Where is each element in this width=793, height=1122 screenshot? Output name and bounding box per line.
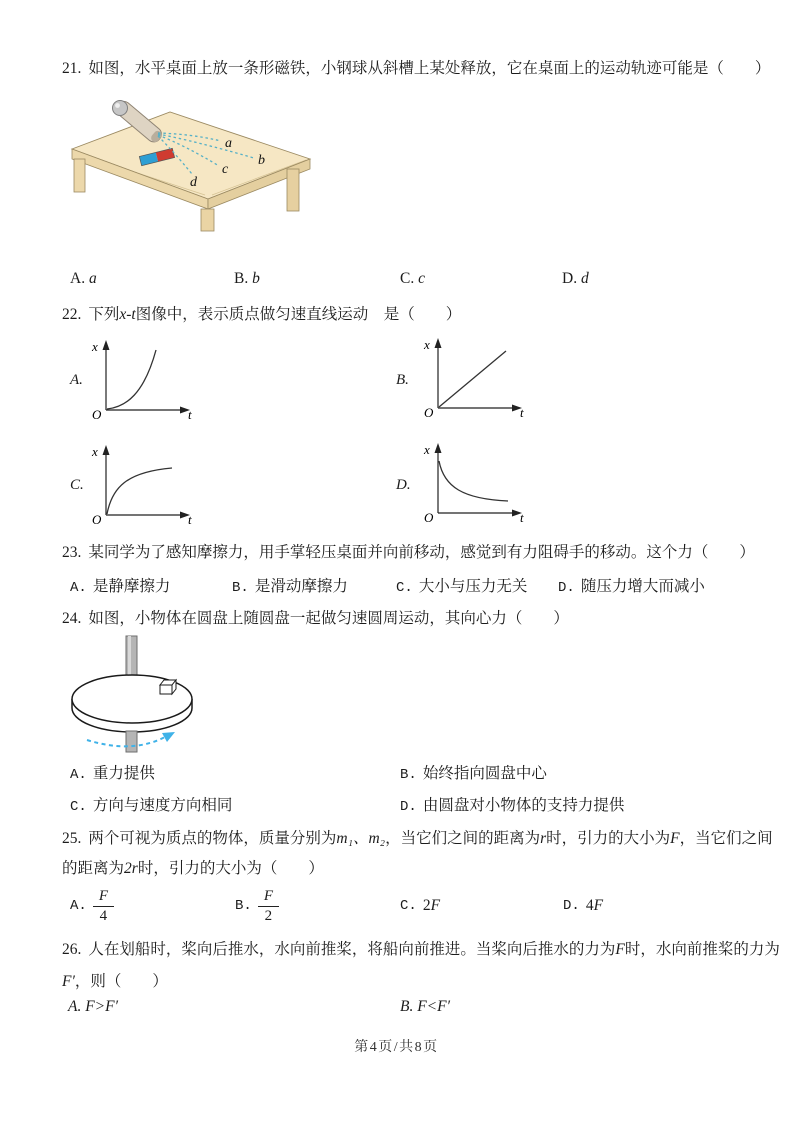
option-21-A: A. a (70, 270, 97, 287)
option-21-C: C. c (400, 270, 425, 287)
graph-D-decreasing (418, 441, 533, 525)
trajectory-label-a: a (225, 136, 232, 151)
graph-A-accelerating (86, 338, 201, 422)
question-25-line1: 25. 两个可视为质点的物体，质量分别为m₁、m₂，当它们之间的距离为r时，引力的大小为F，当它们之间 (62, 830, 773, 847)
option-24-A: A. 重力提供 (70, 765, 155, 783)
curve-convex (107, 350, 156, 409)
table-leg-right (287, 169, 299, 211)
question-23 (62, 541, 755, 565)
question-21 (62, 57, 770, 81)
option-23-C: C. 大小与压力无关 (396, 578, 528, 596)
x-axis-label: t (188, 512, 192, 527)
option-23-A: A. 是静摩擦力 (70, 578, 171, 596)
question-23-text: 某同学为了感知摩擦力，用手掌轻压桌面并向前移动，感觉到有力阻碍手的移动。这个力（ ） (88, 544, 755, 561)
question-24-number: 24. (62, 610, 82, 627)
graph-B-uniform-line (418, 336, 533, 420)
origin-label: O (424, 510, 434, 525)
question-21-number: 21. (62, 60, 82, 77)
x-axis-label: t (188, 407, 192, 422)
curve-straight (439, 351, 506, 407)
question-24 (62, 607, 569, 631)
variable-F: F (670, 830, 680, 847)
origin-label: O (92, 512, 102, 527)
variable-F-prime: F′ (62, 973, 75, 990)
steel-ball-highlight (115, 103, 120, 108)
option-25-D: D. 4 F (563, 897, 604, 914)
y-axis-label: x (424, 337, 430, 352)
option-24-B: B. 始终指向圆盘中心 (400, 765, 547, 783)
option-23-B: B. 是滑动摩擦力 (232, 578, 348, 596)
axle-top (126, 636, 137, 678)
y-axis-label: x (92, 339, 98, 354)
question-26-number: 26. (62, 941, 82, 958)
trajectory-label-c: c (222, 162, 229, 177)
variable-2r: 2r (124, 860, 138, 877)
option-23-D: D. 随压力增大而减小 (558, 578, 705, 596)
variable-r: r (540, 830, 547, 847)
origin-label: O (92, 407, 102, 422)
y-axis-label: x (424, 442, 430, 457)
graph-C-saturating (86, 443, 201, 527)
page-footer: 第4页/共8页 (354, 1040, 439, 1055)
variable-xt: x-t (119, 306, 136, 323)
fraction-F-over-2: $\frac{F}{2}$ (258, 888, 279, 924)
question-24-text: 如图，小物体在圆盘上随圆盘一起做匀速圆周运动，其向心力（ ） (88, 610, 569, 627)
curve-hyperbolic (439, 461, 508, 501)
fraction-F-over-4: $\frac{F}{4}$ (93, 888, 114, 924)
option-24-C: C. 方向与速度方向相同 (70, 797, 233, 815)
option-25-C: C. 2 F (400, 897, 441, 914)
option-25-B: B. $\frac{F}{2}$ (235, 884, 279, 928)
axle-highlight (128, 636, 131, 678)
rotation-arrow-head (162, 732, 175, 742)
graph-label-B: B. (396, 372, 409, 388)
graph-label-A: A. (70, 372, 83, 388)
steel-ball (113, 101, 128, 116)
variable-m1-m2: m₁、m₂ (336, 830, 386, 847)
question-22: 22. 下列x-t图像中，表示质点做匀速直线运动 是（ ） (62, 306, 462, 323)
option-26-B: B. F<F′ (400, 998, 451, 1015)
question-24-figure-disk (62, 633, 212, 758)
question-26-line2: F′，则（ ） (62, 973, 168, 990)
origin-label: O (424, 405, 434, 420)
axle-bottom (126, 731, 137, 752)
y-axis-label: x (92, 444, 98, 459)
table-leg-front (201, 209, 214, 231)
option-21-D: D. d (562, 270, 589, 287)
graph-label-C: C. (70, 477, 84, 493)
question-23-number: 23. (62, 544, 82, 561)
question-21-text: 如图，水平桌面上放一条形磁铁，小钢球从斜槽上某处释放，它在桌面上的运动轨迹可能是（ ） (88, 60, 771, 77)
question-25-number: 25. (62, 830, 82, 847)
trajectory-label-b: b (258, 153, 265, 168)
option-24-D: D. 由圆盘对小物体的支持力提供 (400, 797, 625, 815)
curve-concave (107, 468, 172, 514)
variable-F: F (615, 941, 625, 958)
option-25-A: A. $\frac{F}{4}$ (70, 884, 114, 928)
option-26-A: A. F>F′ (68, 998, 119, 1015)
small-block-cube (160, 680, 176, 694)
graph-label-D: D. (396, 477, 411, 493)
x-axis-label: t (520, 405, 524, 420)
table-leg-left (74, 159, 85, 192)
question-25-line2: 的距离为2r时，引力的大小为（ ） (62, 860, 324, 877)
option-21-B: B. b (234, 270, 260, 287)
question-22-number: 22. (62, 306, 82, 323)
x-axis-label: t (520, 510, 524, 525)
trajectory-label-d: d (190, 175, 197, 190)
question-26-line1: 26. 人在划船时，桨向后推水，水向前推桨，将船向前推进。当桨向后推水的力为F时，水向前推桨的力为 (62, 941, 780, 958)
question-21-figure-table-magnet (62, 97, 322, 233)
